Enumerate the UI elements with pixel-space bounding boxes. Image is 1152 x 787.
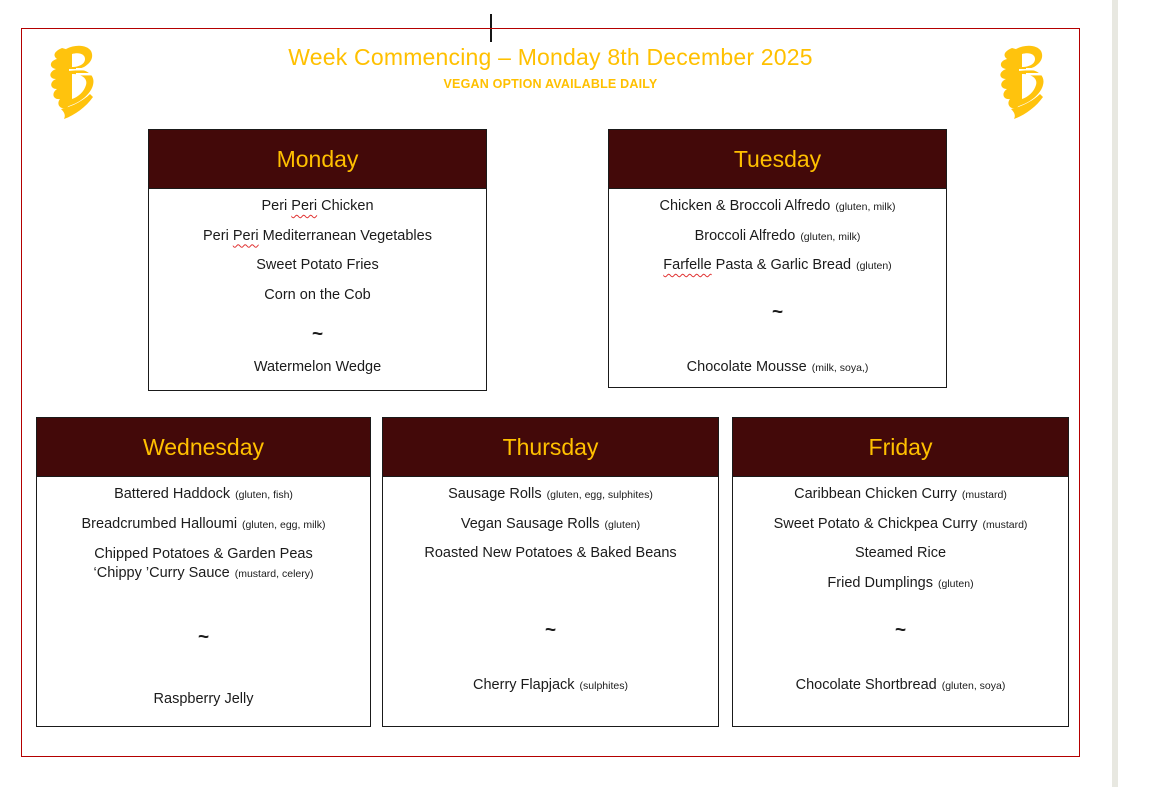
menu-item-line — [733, 539, 1068, 569]
day-card-tuesday — [608, 129, 947, 388]
menu-item-line — [149, 281, 486, 311]
spellcheck-squiggle: Peri — [232, 227, 259, 244]
menu-item-text: Cherry Flapjack — [473, 676, 575, 693]
menu-item-text: Vegan Sausage Rolls — [460, 515, 600, 532]
menu-item-text: Chocolate Shortbread — [795, 676, 937, 693]
spellcheck-squiggle: Peri — [291, 198, 318, 214]
tilde-separator: ~ — [544, 619, 557, 641]
day-body — [733, 477, 1068, 700]
menu-item — [733, 539, 1068, 569]
menu-item — [609, 353, 946, 383]
menu-item-text: Sweet Potato & Chickpea Curry — [773, 515, 978, 532]
allergen-note: (milk, soya,) — [811, 362, 869, 375]
day-header-thursday — [383, 418, 718, 477]
menu-item-line — [149, 222, 486, 252]
menu-item — [383, 510, 718, 540]
allergen-note: (gluten, egg, sulphites) — [546, 489, 653, 501]
menu-item — [383, 671, 718, 701]
menu-item-line — [609, 251, 946, 281]
spacer — [37, 656, 370, 686]
menu-item-text: Chipped Potatoes & Garden Peas — [94, 546, 313, 562]
menu-item — [149, 281, 486, 311]
menu-item-text: Corn on the Cob — [264, 286, 371, 303]
allergen-note: (mustard) — [961, 489, 1007, 501]
menu-item-text: Broccoli Alfredo — [694, 227, 796, 244]
menu-item — [149, 353, 486, 383]
menu-item-line — [383, 671, 718, 701]
menu-item-line — [149, 353, 486, 383]
menu-item — [37, 539, 370, 583]
menu-item-line — [733, 569, 1068, 599]
menu-item-line — [37, 480, 370, 510]
menu-item-text: Raspberry Jelly — [153, 691, 254, 708]
menu-item — [383, 480, 718, 510]
menu-item-text: Chocolate Mousse — [686, 359, 807, 376]
menu-item-text: Farfelle Pasta & Garlic Bread — [663, 257, 852, 273]
tilde-separator: ~ — [197, 626, 210, 648]
menu-item-text: Roasted New Potatoes & Baked Beans — [424, 545, 677, 561]
day-body — [37, 477, 370, 715]
day-body — [383, 477, 718, 700]
day-card-wednesday — [36, 417, 371, 727]
menu-item-line — [383, 510, 718, 540]
day-body — [149, 189, 486, 383]
spacer — [37, 583, 370, 620]
menu-item-line — [149, 251, 486, 281]
allergen-note: (gluten, milk) — [835, 201, 896, 213]
spacer — [609, 331, 946, 353]
spacer — [383, 649, 718, 671]
menu-item-text: Caribbean Chicken Curry — [794, 486, 957, 502]
menu-item-line — [37, 685, 370, 715]
menu-item-text: Breadcrumbed Halloumi — [81, 515, 238, 532]
menu-item-line — [149, 192, 486, 222]
menu-item-text: Battered Haddock — [114, 486, 231, 502]
menu-item — [383, 539, 718, 569]
menu-item-line — [37, 510, 370, 540]
menu-item — [149, 251, 486, 281]
menu-item — [37, 480, 370, 510]
spacer — [609, 281, 946, 296]
day-body — [609, 189, 946, 383]
menu-item-line — [37, 564, 370, 583]
menu-item — [149, 192, 486, 222]
tilde-separator: ~ — [894, 619, 907, 641]
menu-item-line — [733, 671, 1068, 701]
menu-item — [733, 569, 1068, 599]
allergen-note: (gluten, soya) — [941, 679, 1006, 692]
spacer — [383, 569, 718, 613]
menu-item-text: Sweet Potato Fries — [256, 257, 379, 273]
day-title: Tuesday — [733, 145, 822, 172]
day-card-friday — [732, 417, 1069, 727]
menu-item-line — [733, 510, 1068, 540]
tilde-separator: ~ — [311, 324, 324, 346]
day-header-friday — [733, 418, 1068, 477]
menu-item — [733, 510, 1068, 540]
page-subtitle: VEGAN OPTION AVAILABLE DAILY — [443, 77, 658, 91]
day-header-wednesday — [37, 418, 370, 477]
menu-item — [37, 510, 370, 540]
day-title: Monday — [276, 145, 359, 172]
menu-item-text: Chicken & Broccoli Alfredo — [659, 198, 831, 214]
menu-item-text: Fried Dumplings — [827, 574, 933, 591]
menu-item — [733, 480, 1068, 510]
menu-item-line — [383, 480, 718, 510]
day-card-monday — [148, 129, 487, 391]
menu-item-text: ‘Chippy ’Curry Sauce — [93, 565, 230, 581]
day-header-tuesday — [609, 130, 946, 189]
menu-item-line — [733, 480, 1068, 510]
page-title: Week Commencing – Monday 8th December 2025 — [288, 44, 813, 70]
menu-item-text: Peri Peri Mediterranean Vegetables — [203, 227, 432, 244]
menu-item — [149, 222, 486, 252]
allergen-note: (sulphites) — [579, 679, 628, 692]
tilde-separator: ~ — [771, 302, 784, 324]
allergen-note: (gluten, fish) — [235, 489, 293, 501]
allergen-note: (gluten) — [856, 260, 892, 272]
spacer — [733, 598, 1068, 613]
allergen-note: (mustard, celery) — [234, 568, 314, 580]
menu-item-line — [609, 222, 946, 252]
day-card-thursday — [382, 417, 719, 727]
menu-item — [609, 222, 946, 252]
menu-item-text: Steamed Rice — [854, 545, 947, 561]
allergen-note: (gluten) — [604, 518, 641, 531]
day-title: Wednesday — [142, 433, 265, 460]
day-header-monday — [149, 130, 486, 189]
day-title: Thursday — [502, 433, 599, 460]
spacer — [149, 310, 486, 317]
spellcheck-squiggle: Farfelle — [663, 257, 712, 273]
allergen-note: (gluten, egg, milk) — [242, 518, 326, 531]
day-title: Friday — [868, 433, 933, 460]
menu-item-line — [609, 192, 946, 222]
menu-item — [733, 671, 1068, 701]
allergen-note: (mustard) — [982, 518, 1028, 531]
menu-item-text: Sausage Rolls — [448, 486, 542, 502]
allergen-note: (gluten) — [937, 577, 974, 590]
menu-item — [37, 685, 370, 715]
menu-item-line — [383, 539, 718, 569]
menu-item-text: Peri Peri Chicken — [261, 198, 374, 214]
menu-item-line — [609, 353, 946, 383]
menu-item-line — [37, 545, 370, 564]
allergen-note: (gluten, milk) — [800, 230, 861, 243]
page-edge-strip — [1112, 0, 1118, 787]
spacer — [733, 649, 1068, 671]
menu-item-text: Watermelon Wedge — [253, 359, 382, 376]
menu-item — [609, 192, 946, 222]
menu-item — [609, 251, 946, 281]
